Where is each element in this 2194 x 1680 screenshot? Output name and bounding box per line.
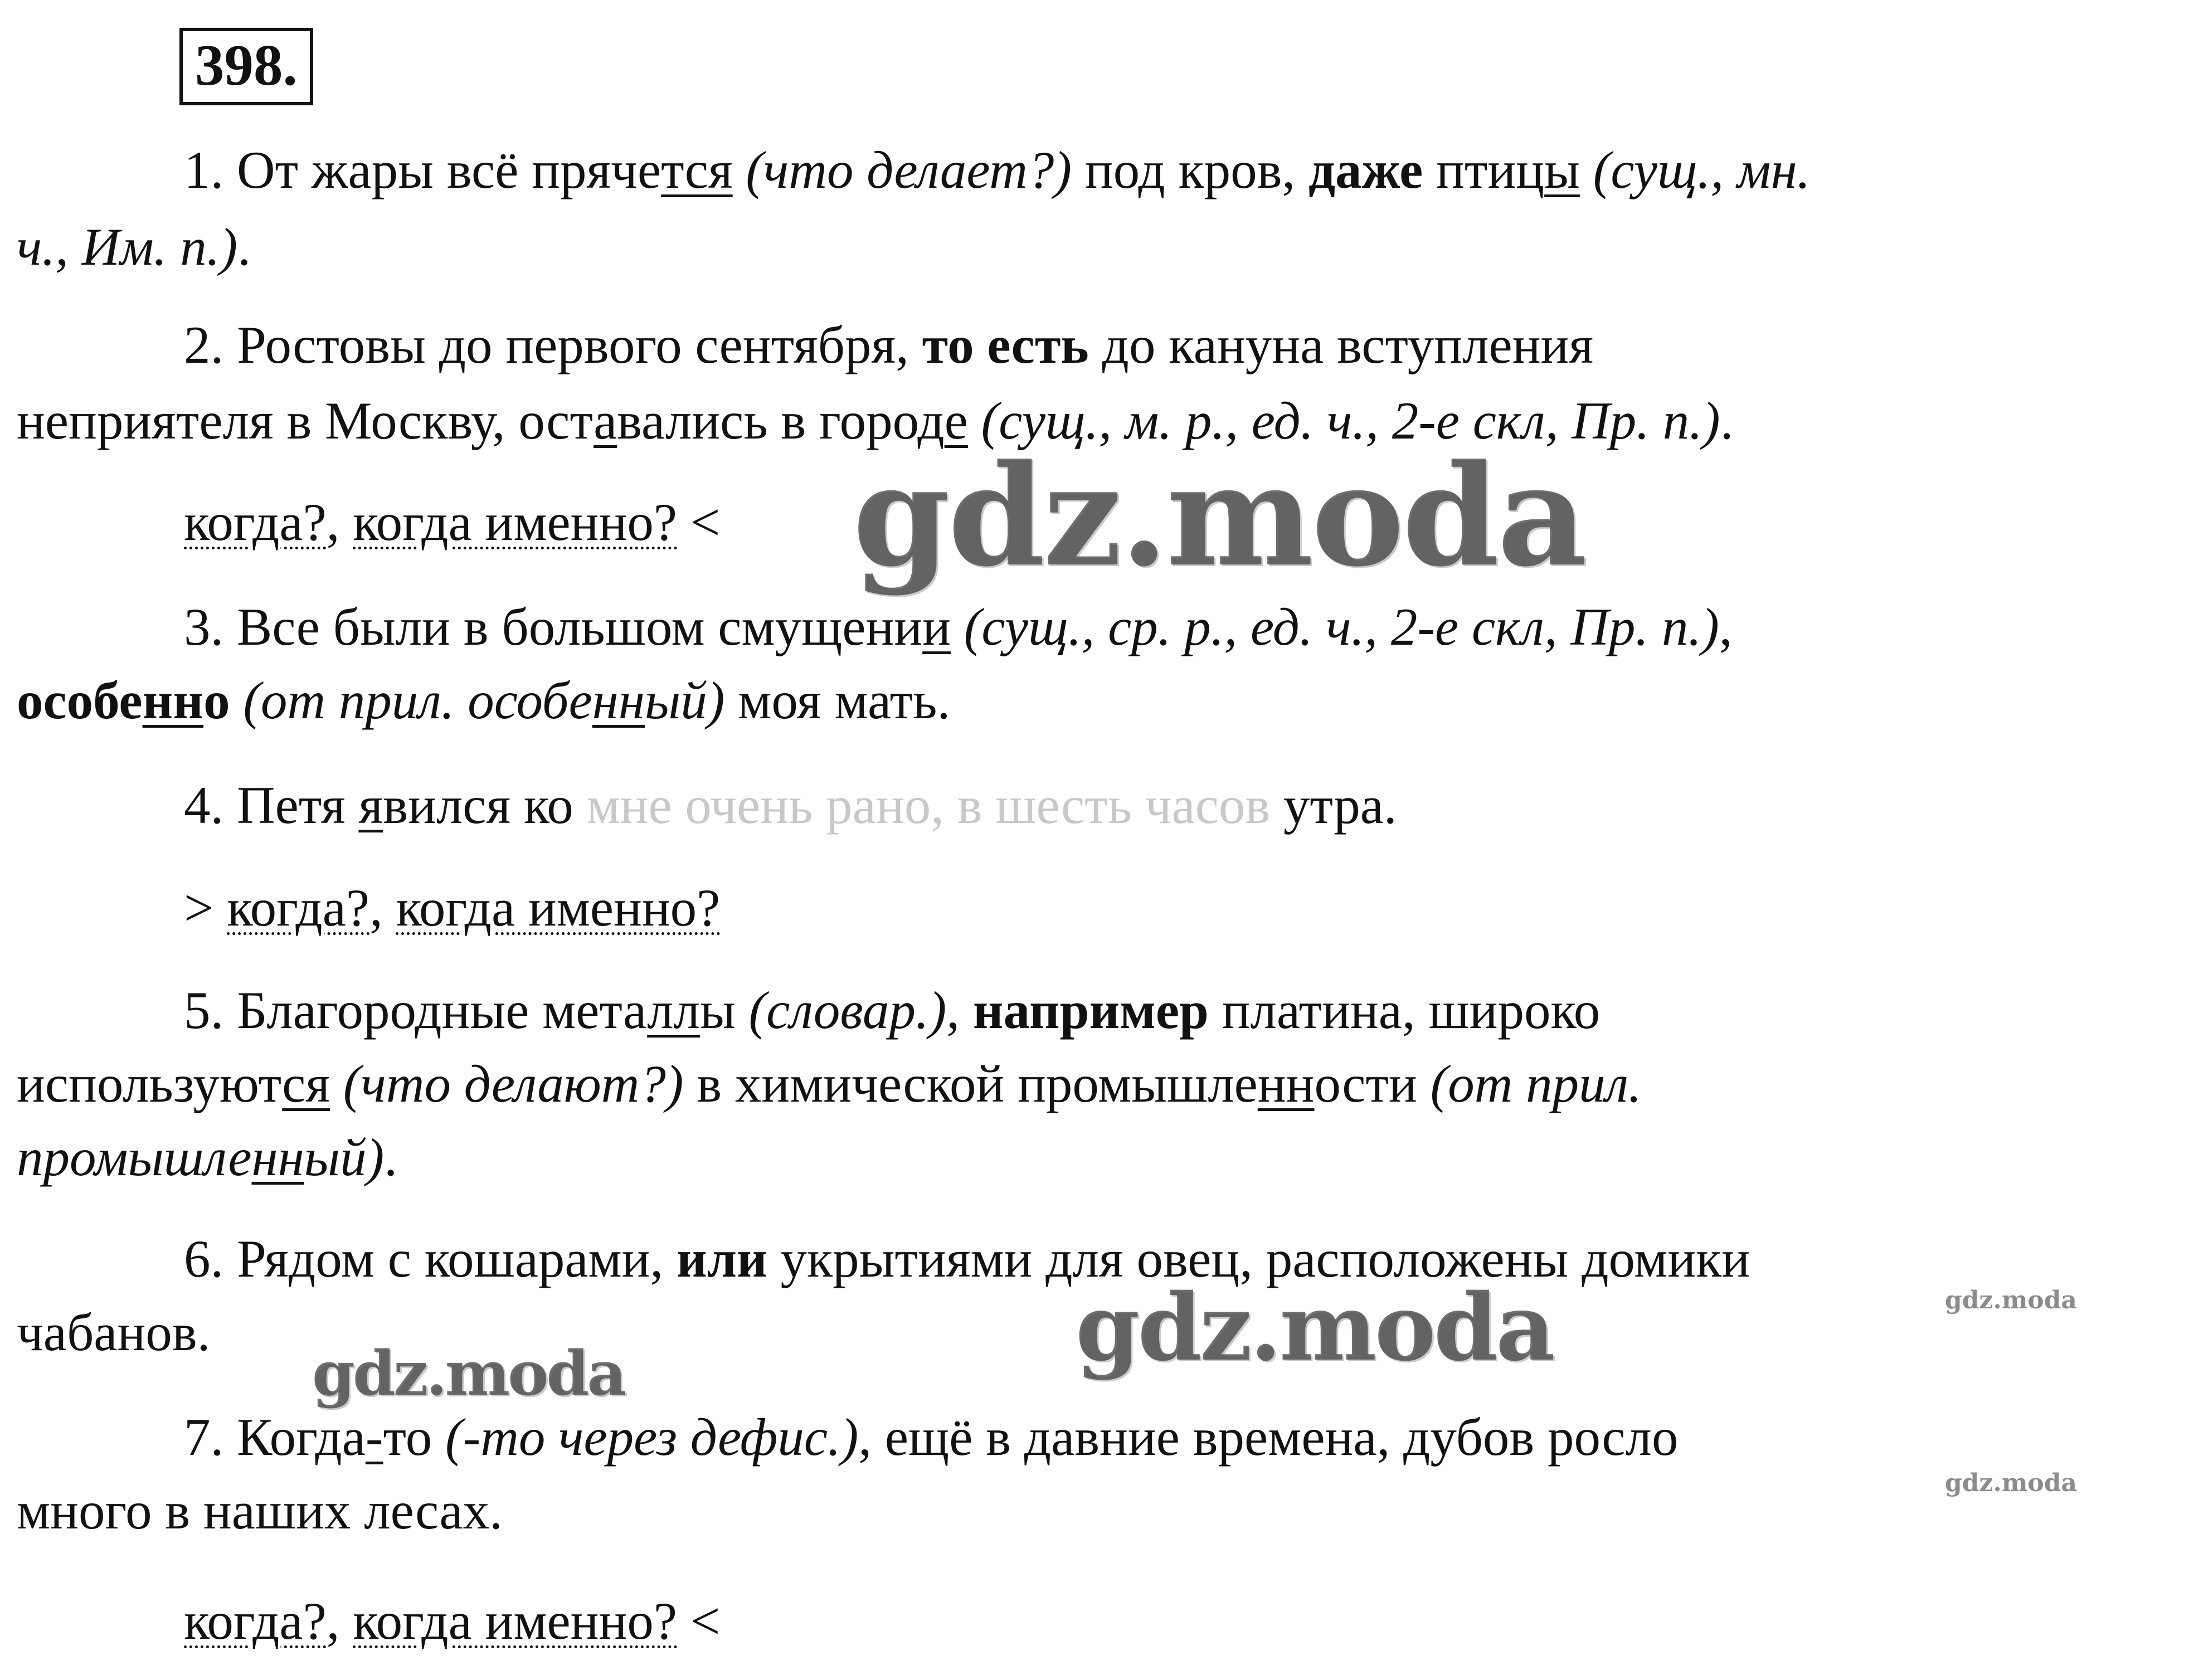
- q1-when: когда?: [184, 493, 327, 552]
- q2-comma: ,: [369, 878, 396, 937]
- s4-text-2: вился ко: [383, 776, 587, 835]
- s4-vowel: я: [358, 776, 383, 835]
- s2-text-4: вались в город: [617, 391, 945, 450]
- s5-note-4: промышле: [17, 1128, 252, 1187]
- s1-ending-2: ы: [1544, 140, 1580, 199]
- s1-note-cont: ч., Им. п.): [17, 217, 238, 276]
- s3-comma: ,: [1719, 597, 1733, 656]
- s3-note-3: ый): [645, 671, 725, 730]
- s3-text-2: моя мать.: [724, 671, 951, 730]
- s4-text: 4. Петя: [184, 776, 359, 835]
- s5-note-3: (от прил.: [1430, 1054, 1642, 1113]
- s6-text: 6. Рядом с кошарами,: [184, 1229, 677, 1288]
- q1-when-exactly: когда именно?: [353, 493, 678, 552]
- sentence-6-line-2: [17, 1303, 211, 1362]
- sentence-1-line-1: [184, 140, 1811, 199]
- s3-ending: и: [922, 597, 951, 656]
- watermark-medium: gdz.moda: [1076, 1273, 1553, 1381]
- s1-space-2: [1580, 140, 1593, 199]
- s5-space: [330, 1054, 343, 1113]
- s5-bold-word: например: [972, 981, 1209, 1040]
- s1-text-3: птиц: [1423, 140, 1545, 199]
- s5-text-6: ости: [1314, 1054, 1431, 1113]
- question-line-3: [184, 1591, 721, 1650]
- s5-note-2: (что делают?): [343, 1054, 684, 1113]
- s1-ending: тся: [661, 140, 733, 199]
- s2-text-2: до кануна вступления: [1088, 315, 1594, 374]
- s4-text-3: утра.: [1270, 776, 1397, 835]
- sentence-3-line-2: [17, 671, 951, 730]
- sentence-5-line-3: [17, 1128, 398, 1187]
- s4-faded-text: мне очень рано, в шесть часов: [586, 776, 1271, 835]
- question-line-2: [184, 878, 721, 937]
- s7-note: (-то через дефис.): [445, 1408, 859, 1467]
- watermark-small: gdz.moda: [312, 1337, 625, 1409]
- s3-bold-nn: нн: [142, 671, 204, 730]
- s5-ending: ся: [282, 1054, 330, 1113]
- s7-hyphen: -: [365, 1408, 383, 1467]
- s5-text-3: платина, широко: [1208, 981, 1600, 1040]
- s5-comma: ,: [946, 981, 973, 1040]
- sentence-1-line-2: [17, 217, 251, 276]
- watermark-tiny-1: gdz.moda: [1945, 1286, 2078, 1314]
- s6-text-2: укрытиями для овец, расположены домики: [767, 1229, 1750, 1288]
- s2-note: (сущ., м. р., ед. ч., 2-е скл, Пр. п.): [981, 391, 1720, 450]
- s7-text-2: то: [383, 1408, 446, 1467]
- s3-note: (сущ., ср. р., ед. ч., 2-е скл, Пр. п.): [964, 597, 1719, 656]
- watermark-large: gdz.moda: [853, 434, 1585, 597]
- exercise-number: 398.: [179, 28, 313, 105]
- sentence-7-line-2: [17, 1481, 503, 1540]
- s3-bold-2: о: [203, 671, 230, 730]
- s5-text: 5. Благородные мета: [184, 981, 648, 1040]
- s3-text: 3. Все были в большом смущени: [184, 597, 923, 656]
- s1-bold-word: даже: [1308, 140, 1423, 199]
- s1-note: (что делает?): [746, 140, 1072, 199]
- s2-bold-phrase: то есть: [922, 315, 1089, 374]
- question-line-1: [184, 493, 721, 552]
- s2-ending: е: [944, 391, 968, 450]
- s2-text-3: неприятеля в Москву, ост: [17, 391, 594, 450]
- q3-when: когда?: [184, 1591, 327, 1650]
- s6-text-3: чабанов.: [17, 1303, 211, 1362]
- s5-note: (словар.): [748, 981, 947, 1040]
- sentence-4: [184, 776, 1397, 835]
- q3-comma: ,: [326, 1591, 353, 1650]
- s3-bold-1: особе: [17, 671, 143, 730]
- q3-bracket: <: [677, 1591, 721, 1650]
- s3-space-2: [230, 671, 244, 730]
- s5-text-5: в химической промышле: [683, 1054, 1258, 1113]
- q2-when: когда?: [227, 878, 370, 937]
- sentence-3-line-1: [184, 597, 1733, 656]
- sentence-5-line-1: [184, 981, 1600, 1040]
- s5-text-2: ы: [699, 981, 749, 1040]
- s3-note-nn: нн: [592, 671, 645, 730]
- s5-nn: нн: [1257, 1054, 1315, 1113]
- s5-text-4: используют: [17, 1054, 283, 1113]
- q2-when-exactly: когда именно?: [396, 878, 721, 937]
- s1-text: 1. От жары всё пряче: [184, 140, 661, 199]
- watermark-tiny-2: gdz.moda: [1945, 1469, 2078, 1497]
- s7-text-4: много в наших лесах.: [17, 1481, 503, 1540]
- s3-space: [951, 597, 964, 656]
- sentence-5-line-2: [17, 1054, 1642, 1113]
- s1-space: [733, 140, 746, 199]
- sentence-7-line-1: [184, 1408, 1679, 1467]
- s1-note-2: (сущ., мн.: [1593, 140, 1811, 199]
- s5-period: .: [384, 1128, 398, 1187]
- s6-bold-word: или: [677, 1229, 767, 1288]
- q3-when-exactly: когда именно?: [353, 1591, 678, 1650]
- s2-vowel: а: [594, 391, 617, 450]
- s3-note-2: (от прил. особе: [243, 671, 592, 730]
- s5-note-nn: нн: [251, 1128, 304, 1187]
- s7-text: 7. Когда: [184, 1408, 366, 1467]
- s5-note-5: ый): [304, 1128, 385, 1187]
- sentence-2-line-1: [184, 315, 1594, 374]
- s2-period: .: [1720, 391, 1734, 450]
- q2-bracket: >: [184, 878, 227, 937]
- q1-bracket: <: [677, 493, 721, 552]
- s2-text: 2. Ростовы до первого сентября,: [184, 315, 922, 374]
- s7-text-3: , ещё в давние времена, дубов росло: [858, 1408, 1679, 1467]
- s1-period: .: [237, 217, 251, 276]
- s1-text-2: под кров,: [1072, 140, 1308, 199]
- s5-ll: лл: [647, 981, 700, 1040]
- q1-comma: ,: [326, 493, 353, 552]
